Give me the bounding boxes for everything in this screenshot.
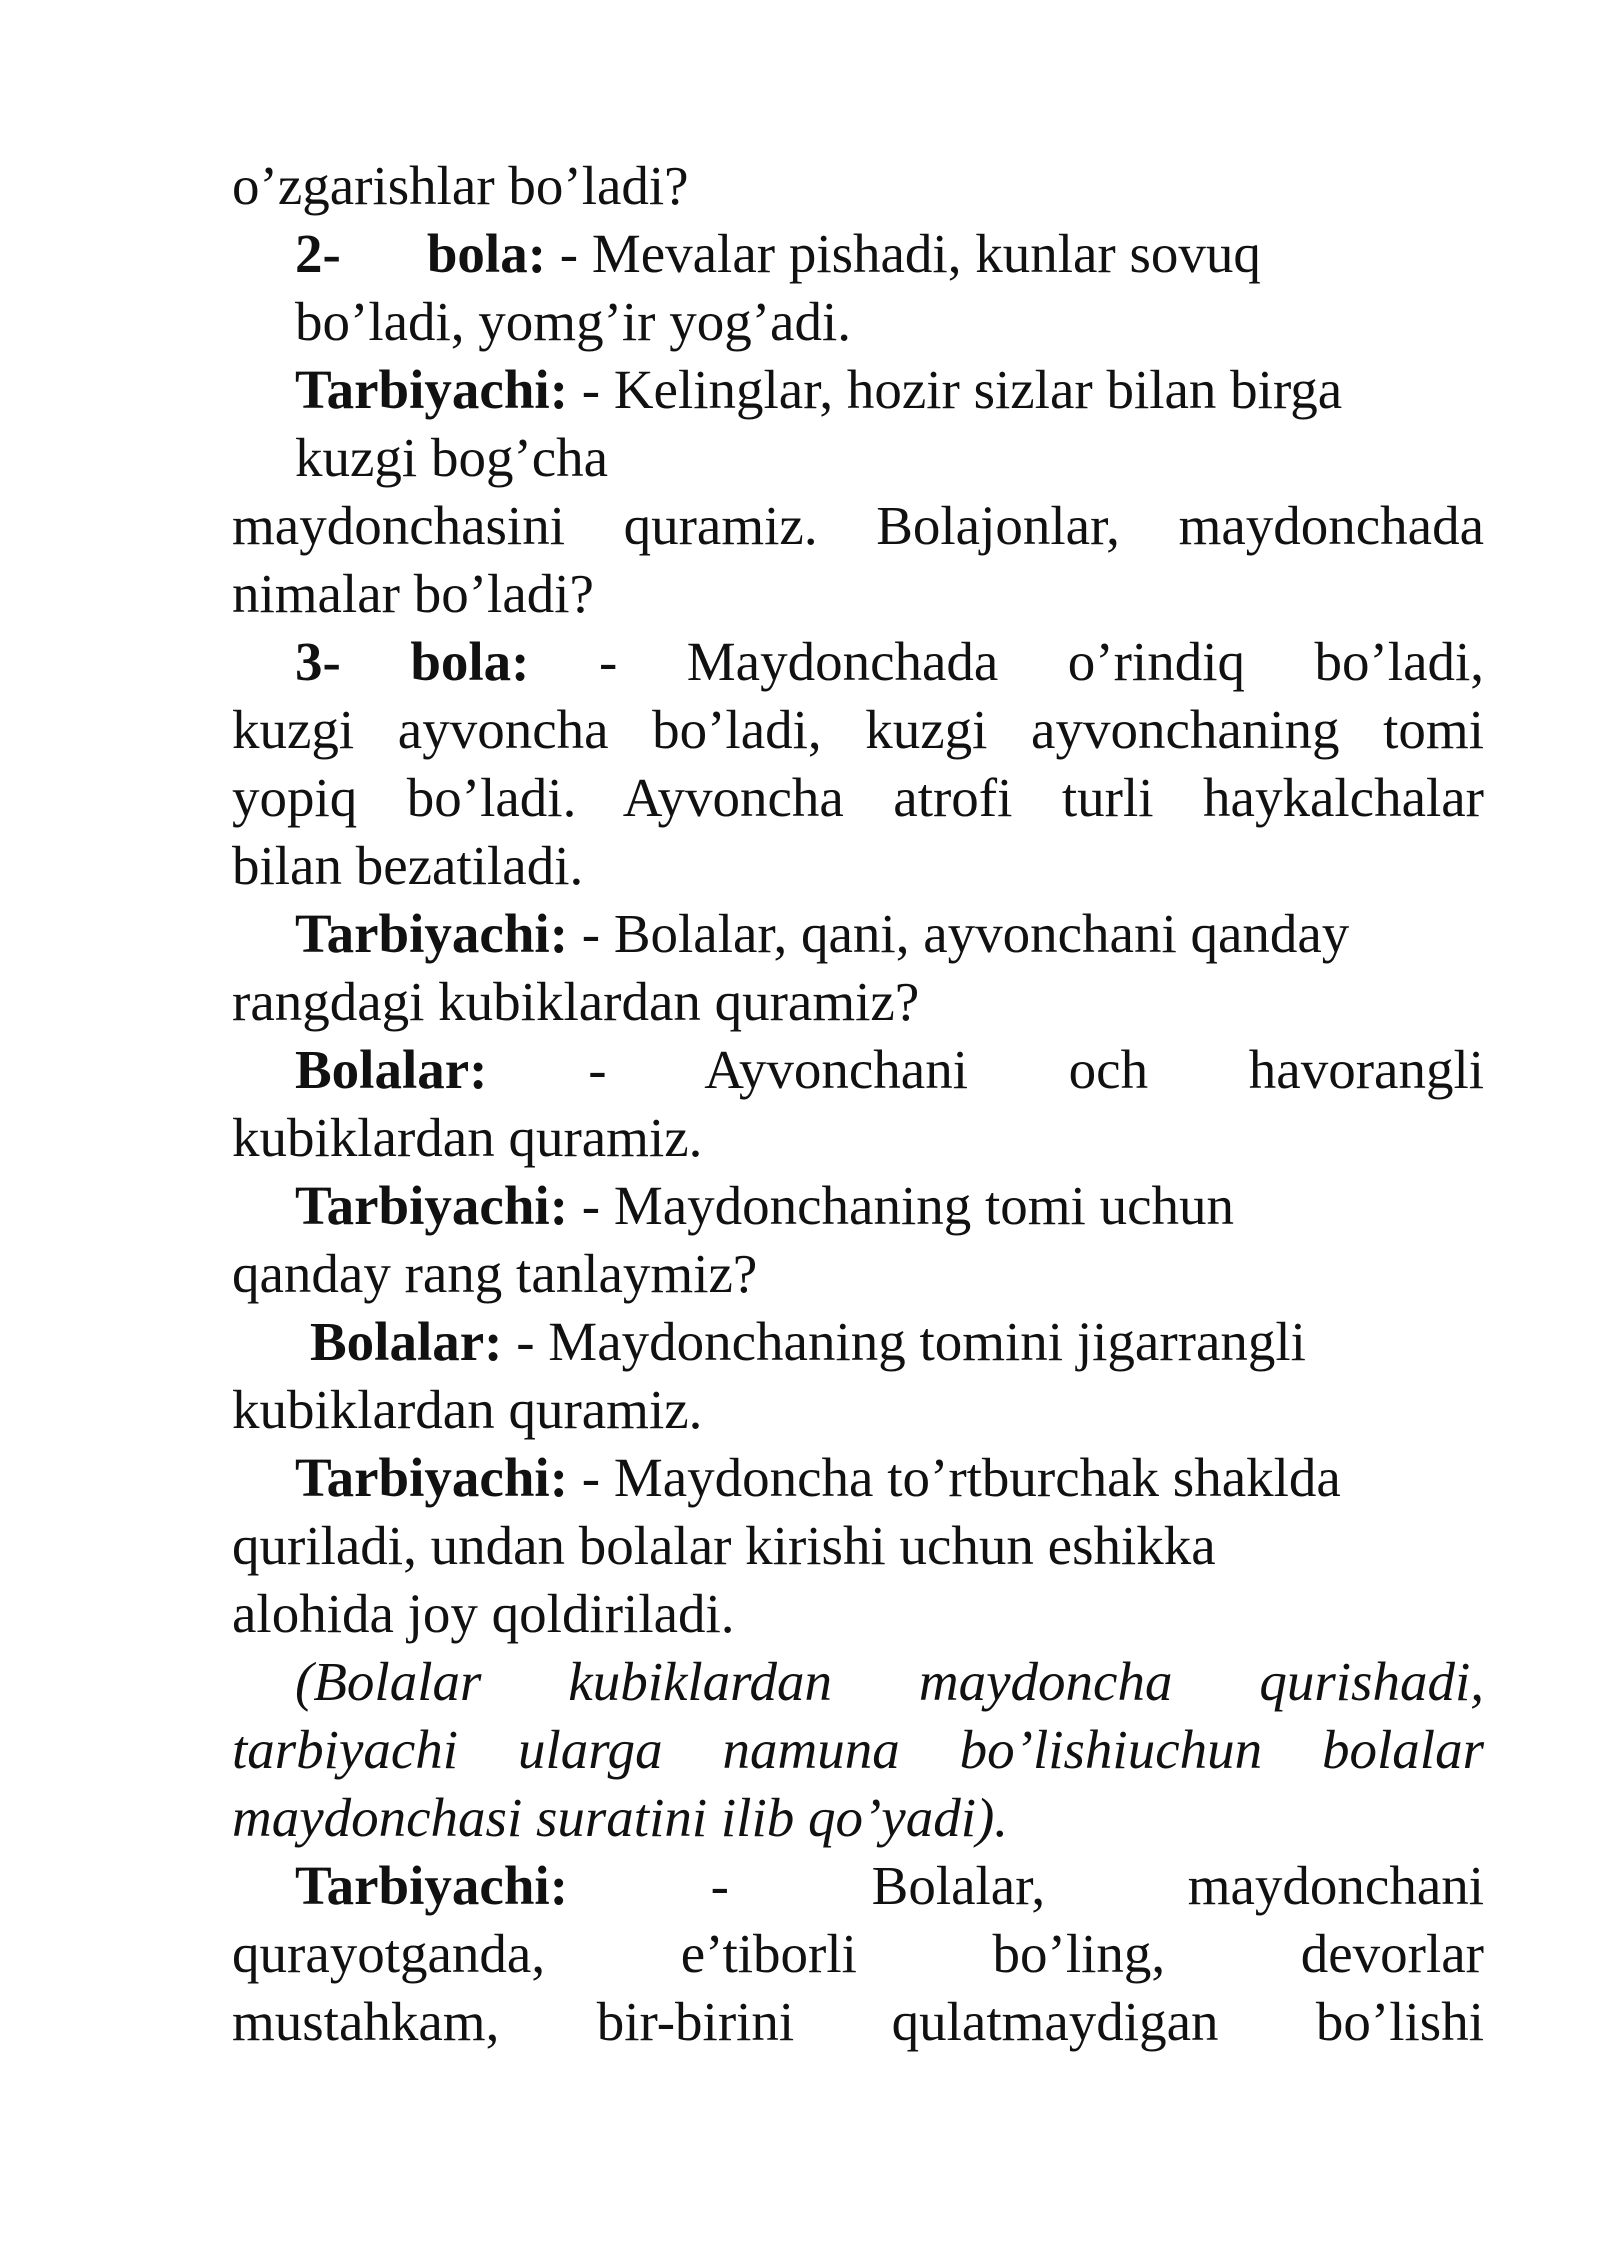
text-line [295, 288, 851, 356]
line-text: mustahkam, bir-birini qulatmaydigan bo’lishi [232, 1991, 1484, 2052]
text-line [232, 1580, 735, 1648]
speaker-label: Tarbiyachi: [295, 1175, 569, 1236]
line-text: kubiklardan quramiz. [232, 1379, 703, 1440]
line-text: - Maydoncha to’rtburchak shaklda [568, 1447, 1341, 1508]
line-text: - Bolalar, qani, ayvonchani qanday [568, 903, 1350, 964]
dialogue-line [295, 628, 1484, 696]
text-line [232, 1920, 1484, 1988]
line-text: nimalar bo’ladi? [232, 563, 594, 624]
dialogue-line [295, 1036, 1484, 1104]
text-line [232, 968, 919, 1036]
text-line [232, 832, 583, 900]
speaker-number: 3- [295, 631, 341, 692]
line-text: qurayotganda, e’tiborli bo’ling, devorlar [232, 1923, 1484, 1984]
text-line [232, 1104, 702, 1172]
text-line [232, 764, 1484, 832]
text-line [232, 696, 1484, 764]
line-text: - Ayvonchani och havorangli [588, 1039, 1485, 1100]
text-line [295, 424, 608, 492]
italic-note-line [232, 1716, 1484, 1784]
text-line [232, 1512, 1216, 1580]
text-line [232, 1240, 757, 1308]
line-text: - Kelinglar, hozir sizlar bilan birga [568, 359, 1343, 420]
speaker-number: 2- [295, 223, 341, 284]
line-text: bilan bezatiladi. [232, 835, 584, 896]
speaker-label: Tarbiyachi: [295, 1855, 569, 1916]
text-line [232, 560, 594, 628]
line-text: - Maydonchada o’rindiq bo’ladi, [598, 631, 1485, 692]
speaker-label: Tarbiyachi: [295, 1447, 569, 1508]
speaker-label: bola: [426, 223, 547, 284]
italic-note-line [295, 1648, 1484, 1716]
line-text: - Mevalar pishadi, kunlar sovuq [546, 223, 1261, 284]
line-text: (Bolalar kubiklardan maydoncha qurishadi, [295, 1651, 1484, 1712]
text-line [232, 1376, 702, 1444]
line-text: maydonchasi suratini ilib qo’yadi). [232, 1787, 1009, 1848]
line-text: - Maydonchaning tomi uchun [568, 1175, 1235, 1236]
line-text: qanday rang tanlaymiz? [232, 1243, 758, 1304]
text-line [232, 492, 1484, 560]
speaker-label: Bolalar: [310, 1311, 503, 1372]
speaker-label: Tarbiyachi: [295, 359, 569, 420]
dialogue-line [295, 1852, 1484, 1920]
line-text: - Maydonchaning tomini jigarrangli [502, 1311, 1306, 1372]
speaker-label: Bolalar: [295, 1039, 488, 1100]
dialogue-line [295, 220, 1261, 288]
line-text: maydonchasini quramiz. Bolajonlar, maydonchada [232, 495, 1484, 556]
dialogue-line [295, 900, 1349, 968]
line-text: yopiq bo’ladi. Ayvoncha atrofi turli haykalchalar [232, 767, 1484, 828]
line-text: rangdagi kubiklardan quramiz? [232, 971, 920, 1032]
text-line [232, 152, 689, 220]
line-text: bo’ladi, yomg’ir yog’adi. [295, 291, 851, 352]
dialogue-line [295, 1444, 1341, 1512]
line-text: kuzgi bog’cha [295, 427, 609, 488]
line-text: kubiklardan quramiz. [232, 1107, 703, 1168]
line-text: o’zgarishlar bo’ladi? [232, 155, 689, 216]
line-text: quriladi, undan bolalar kirishi uchun eshikka [232, 1515, 1216, 1576]
line-text: kuzgi ayvoncha bo’ladi, kuzgi ayvonchaning tomi [232, 699, 1484, 760]
speaker-label: bola: [410, 631, 530, 692]
dialogue-line [295, 356, 1342, 424]
dialogue-line [310, 1308, 1306, 1376]
speaker-label: Tarbiyachi: [295, 903, 569, 964]
line-text: alohida joy qoldiriladi. [232, 1583, 735, 1644]
text-line [232, 1988, 1484, 2056]
line-text: - Bolalar, maydonchani [710, 1855, 1485, 1916]
dialogue-line [295, 1172, 1234, 1240]
italic-note-line [232, 1784, 1008, 1852]
line-text: tarbiyachi ularga namuna bo’lishiuchun bolalar [232, 1719, 1484, 1780]
